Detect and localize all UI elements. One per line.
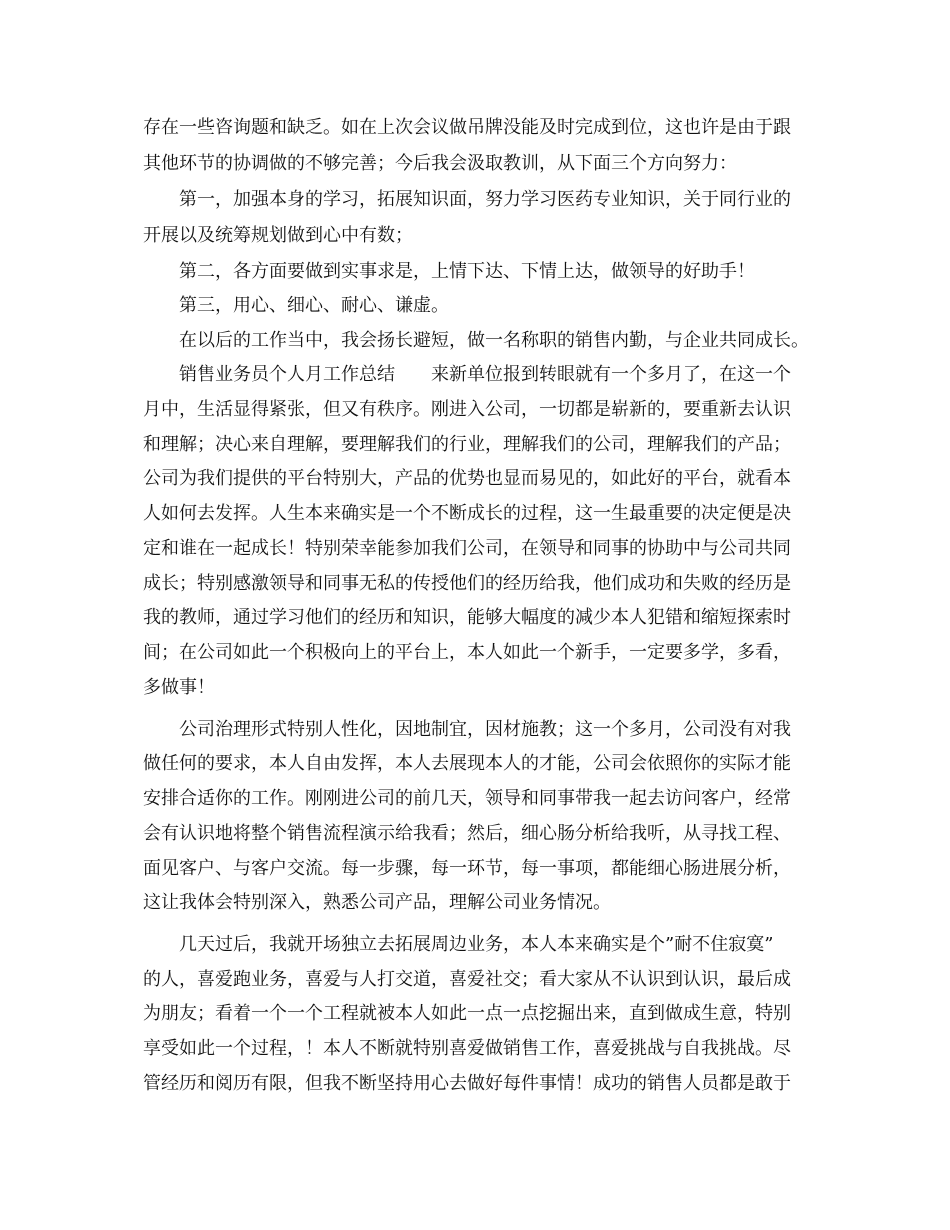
text-line: 人如何去发挥。人生本来确实是一个不断成长的过程，这一生最重要的决定便是决 <box>143 503 791 524</box>
text-line: 第一，加强本身的学习，拓展知识面，努力学习医药专业知识，关于同行业的 <box>179 189 791 210</box>
text-line: 会有认识地将整个销售流程演示给我看；然后，细心肠分析给我听，从寻找工程、 <box>143 823 791 844</box>
section-heading-line <box>179 363 791 387</box>
text-line: 为朋友；看着一个一个工程就被本人如此一点一点挖掘出来，直到做成生意，特别 <box>143 1003 791 1024</box>
text-line: 成长；特别感激领导和同事无私的传授他们的经历给我，他们成功和失败的经历是 <box>143 573 791 594</box>
text-line: 多做事！ <box>143 677 215 698</box>
text-line: 安排合适你的工作。刚刚进公司的前几天，领导和同事带我一起去访问客户，经常 <box>143 788 791 809</box>
text-line: 面见客户、与客户交流。每一步骤，每一环节，每一事项，都能细心肠进展分析， <box>143 858 791 879</box>
text-line: 享受如此一个过程，！本人不断就特别喜爱做销售工作，喜爱挑战与自我挑战。尽 <box>143 1038 791 1059</box>
text-line: 这让我体会特别深入，熟悉公司产品，理解公司业务情况。 <box>143 892 611 913</box>
text-line: 定和谁在一起成长！特别荣幸能参加我们公司，在领导和同事的协助中与公司共同 <box>143 538 791 559</box>
text-line: 做任何的要求，本人自由发挥，本人去展现本人的才能，公司会依照你的实际才能 <box>143 753 791 774</box>
section-first-text: 来新单位报到转眼就有一个多月了，在这一个 <box>431 364 791 385</box>
text-line: 和理解；决心来自理解，要理解我们的行业，理解我们的公司，理解我们的产品； <box>143 434 791 455</box>
text-line: 第二，各方面要做到实事求是，上情下达、下情上达，做领导的好助手！ <box>179 261 755 282</box>
text-line: 存在一些咨询题和缺乏。如在上次会议做吊牌没能及时完成到位，这也许是由于跟 <box>143 117 791 138</box>
text-line: 几天过后，我就开场独立去拓展周边业务，本人本来确实是个”耐不住寂寞” <box>179 934 774 955</box>
text-line: 开展以及统筹规划做到心中有数； <box>143 225 413 246</box>
text-line: 第三，用心、细心、耐心、谦虚。 <box>179 295 449 316</box>
text-line: 管经历和阅历有限，但我不断坚持用心去做好每件事情！成功的销售人员都是敢于 <box>143 1073 791 1094</box>
text-line: 公司为我们提供的平台特别大，产品的优势也显而易见的，如此好的平台，就看本 <box>143 468 791 489</box>
text-line: 月中，生活显得紧张，但又有秩序。刚进入公司，一切都是崭新的，要重新去认识 <box>143 399 791 420</box>
text-line: 公司治理形式特别人性化，因地制宜，因材施教；这一个多月，公司没有对我 <box>179 719 791 740</box>
text-line: 间；在公司如此一个积极向上的平台上，本人如此一个新手，一定要多学，多看， <box>143 642 791 663</box>
text-line: 我的教师，通过学习他们的经历和知识，能够大幅度的减少本人犯错和缩短探索时 <box>143 607 791 628</box>
text-line: 其他环节的协调做的不够完善；今后我会汲取教训，从下面三个方向努力： <box>143 153 737 174</box>
text-line: 在以后的工作当中，我会扬长避短，做一名称职的销售内勤，与企业共同成长。 <box>179 330 809 351</box>
section-title: 销售业务员个人月工作总结 <box>179 364 395 385</box>
text-line: 的人，喜爱跑业务，喜爱与人打交道，喜爱社交；看大家从不认识到认识，最后成 <box>143 969 791 990</box>
